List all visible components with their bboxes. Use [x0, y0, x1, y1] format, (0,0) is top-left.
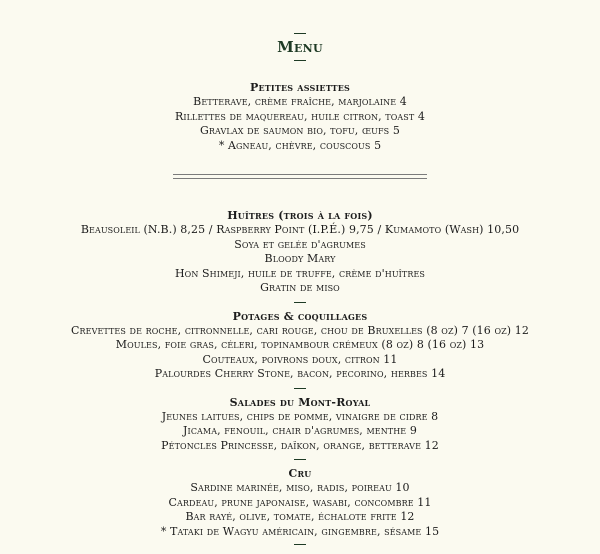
menu-item: Sardine marinée, miso, radis, poireau 10: [190, 481, 410, 494]
menu-item: Cardeau, prune japonaise, wasabi, concombre 11: [168, 495, 432, 509]
menu-item: Bloody Mary: [264, 252, 336, 265]
section-petites-assiettes: [0, 81, 600, 153]
menu-item: Rillettes de maquereau, huile citron, toast 4: [175, 109, 425, 123]
section-huitres: [0, 209, 600, 296]
menu-item: Moules, foie gras, céleri, topinambour crémeux (8 oz) 8 (16 oz) 13: [115, 338, 485, 351]
menu-item: Gravlax de saumon bio, tofu, œufs 5: [200, 124, 400, 137]
menu-item: Jeunes laitues, chips de pomme, vinaigre de cidre 8: [161, 409, 439, 423]
menu-title: Menu: [277, 38, 323, 56]
section-title: Cru: [288, 467, 312, 480]
menu-item: Couteaux, poivrons doux, citron 11: [202, 352, 398, 366]
menu-item: * Agneau, chèvre, couscous 5: [218, 138, 382, 152]
section-title: Potages & coquillages: [232, 309, 368, 323]
double-divider: [173, 174, 427, 179]
section-title: Salades du Mont-Royal: [229, 395, 371, 409]
menu-item: Beausoleil (N.B.) 8,25 / Raspberry Point (I.P.É.) 9,75 / Kumamoto (Wash) 10,50: [80, 223, 520, 236]
ornament-dash: [294, 459, 306, 460]
menu-item: Betterave, crème fraîche, marjolaine 4: [193, 95, 407, 108]
menu-item: Hon Shimeji, huile de truffe, crème d'huîtres: [174, 266, 426, 280]
ornament-dash: [294, 302, 306, 303]
section-title: Huîtres (trois à la fois): [227, 209, 373, 222]
menu-item: Bar rayé, olive, tomate, échalote frite 12: [185, 510, 415, 523]
menu-item: Pétoncles Princesse, daïkon, orange, betterave 12: [161, 438, 439, 452]
menu-item: Crevettes de roche, citronnelle, cari rouge, chou de Bruxelles (8 oz) 7 (16 oz) 12: [71, 323, 529, 337]
menu-item: Palourdes Cherry Stone, bacon, pecorino, herbes 14: [154, 367, 446, 380]
menu-item: Jicama, fenouil, chair d'agrumes, menthe 9: [183, 424, 417, 437]
ornament-dash: [294, 60, 306, 61]
ornament-dash: [294, 33, 306, 34]
ornament-dash: [294, 388, 306, 389]
section-salades: [0, 396, 600, 454]
menu-item: Soya et gelée d'agrumes: [234, 237, 366, 251]
menu-item: * Tataki de Wagyu américain, gingembre, sésame 15: [160, 524, 440, 538]
section-title: Petites assiettes: [249, 81, 351, 94]
menu-item: Gratin de miso: [260, 281, 340, 294]
section-cru: [0, 467, 600, 539]
section-potages: [0, 310, 600, 382]
ornament-dash: [294, 544, 306, 545]
